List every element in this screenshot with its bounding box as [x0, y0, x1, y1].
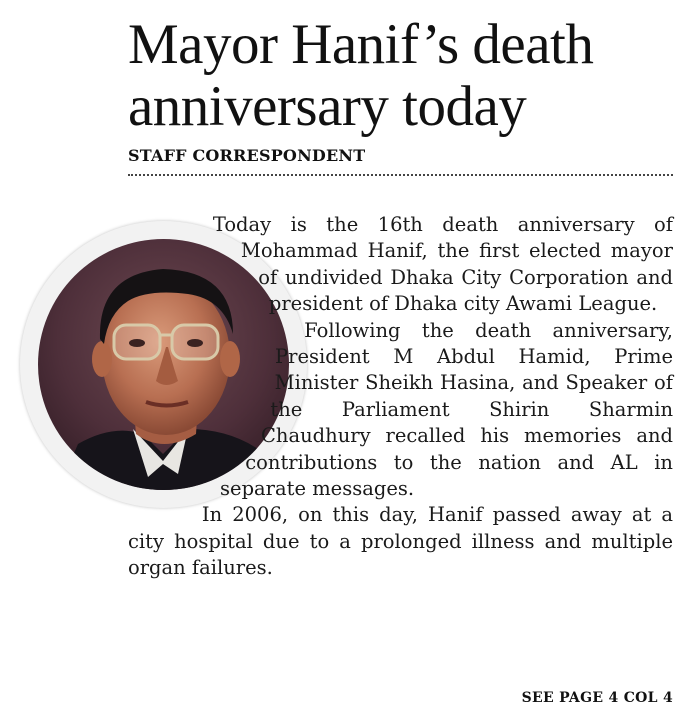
headline-line-2: anniversary today — [128, 75, 527, 138]
paragraph-1: Today is the 16th death anniversary of Mohammad Hanif, the first elected mayor of undivided Dhaka City Corporation and president of Dhaka city Awami League. — [212, 213, 673, 316]
dotted-divider — [128, 174, 673, 176]
headline-line-1: Mayor Hanif’s death — [128, 13, 594, 76]
jump-reference: SEE PAGE 4 COL 4 — [521, 690, 673, 706]
paragraph-2: Following the death anniversary, President M Abdul Hamid, Prime Minister Sheikh Hasina, and Speaker of the Parliament Shirin Sharmin Chaudhury recalled his memories and contributions to the nation and AL in separate messages. — [220, 318, 673, 501]
paragraph-3: In 2006, on this day, Hanif passed away at a city hospital due to a prolonged illness and multiple organ failures. — [128, 503, 673, 580]
byline: STAFF CORRESPONDENT — [128, 146, 366, 165]
headline — [128, 14, 673, 138]
article-header — [128, 14, 673, 176]
article-body — [128, 212, 673, 582]
